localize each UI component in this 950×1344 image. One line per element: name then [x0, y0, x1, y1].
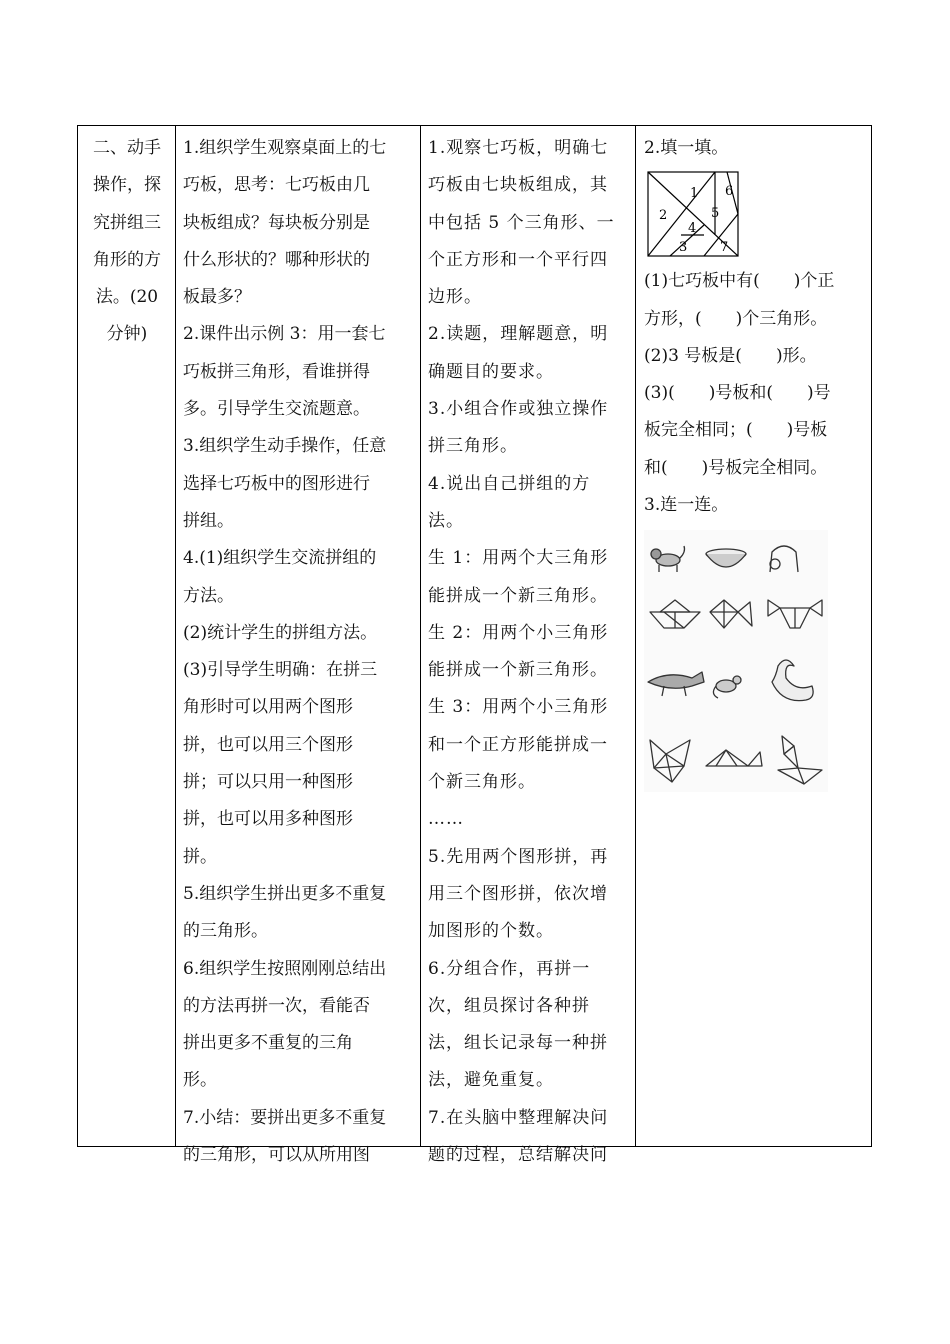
student-activity-column — [428, 130, 638, 1174]
student-line: 能拼成一个新三角形。 — [428, 660, 608, 681]
column-divider — [175, 126, 176, 1146]
teacher-line: (3)引导学生明确：在拼三 — [183, 660, 378, 681]
student-line: 能拼成一个新三角形。 — [428, 585, 608, 606]
student-line: 5.先用两个图形拼，再 — [428, 846, 609, 867]
question-3-line-2: 板完全相同；( )号板 — [644, 420, 828, 441]
question-2: (2)3 号板是( )形。 — [644, 345, 817, 366]
stage-line: 二、动手 — [93, 138, 161, 158]
student-line: 生 2：用两个小三角形 — [428, 622, 609, 643]
student-line: 4.说出自己拼组的方 — [428, 473, 591, 494]
student-line: 法。 — [428, 510, 464, 531]
teacher-line: 角形时可以用两个图形 — [183, 697, 353, 718]
student-line: 巧板由七块板组成，其 — [428, 175, 608, 196]
teacher-line: 拼组。 — [183, 510, 234, 531]
student-line: 生 3：用两个小三角形 — [428, 697, 609, 718]
student-line: 边形。 — [428, 287, 482, 308]
cat-icon — [651, 546, 685, 572]
teacher-line: 拼，也可以用三个图形 — [183, 734, 353, 755]
tangram-label: 3 — [679, 240, 688, 256]
student-line: 1.观察七巧板，明确七 — [428, 138, 609, 158]
teacher-line: 板最多？ — [183, 287, 251, 308]
teacher-line: 巧板拼三角形，看谁拼得 — [183, 361, 370, 382]
teacher-line: 1.组织学生观察桌面上的七 — [183, 138, 387, 158]
stage-line: 究拼组三 — [93, 212, 161, 233]
exercise-heading-3: 3.连一连。 — [644, 495, 729, 516]
student-line: 加图形的个数。 — [428, 921, 554, 942]
teacher-line: 2.课件出示例 3：用一套七 — [183, 324, 386, 345]
mouse-icon — [713, 676, 741, 698]
tangram-person-icon — [710, 600, 752, 628]
teacher-line: 的三角形。 — [183, 921, 268, 942]
stage-line: 操作，探 — [93, 175, 161, 196]
tangram-label: 7 — [720, 240, 729, 256]
stage-line: 角形的方 — [93, 249, 161, 270]
tangram-mouse-icon — [706, 750, 762, 766]
matching-pictures — [644, 530, 828, 792]
tangram-label: 4 — [688, 221, 697, 237]
student-line: 确题目的要求。 — [428, 361, 554, 382]
stage-column — [82, 130, 172, 354]
teacher-line: 形。 — [183, 1070, 217, 1091]
student-line: 2.读题，理解题意，明 — [428, 324, 609, 345]
student-line: …… — [428, 809, 464, 830]
column-divider — [420, 126, 421, 1146]
tangram-label: 5 — [711, 206, 720, 222]
student-line: 用三个图形拼，依次增 — [428, 883, 608, 904]
teacher-activity-column — [183, 130, 415, 1174]
tangram-label: 1 — [690, 186, 699, 202]
student-line: 拼三角形。 — [428, 436, 518, 457]
lesson-plan-table — [77, 125, 872, 1166]
teacher-line: 4.(1)组织学生交流拼组的 — [183, 548, 377, 569]
tangram-boat-icon — [650, 600, 700, 628]
tangram-swan-icon — [778, 736, 822, 784]
teacher-line: 选择七巧板中的图形进行 — [183, 473, 370, 494]
teacher-line: 的方法再拼一次，看能否 — [183, 995, 370, 1016]
tangram-diagram — [647, 171, 739, 257]
student-line: 3.小组合作或独立操作 — [428, 399, 609, 420]
exercise-column — [644, 130, 866, 792]
stage-line: 分钟) — [106, 324, 148, 345]
question-3-line-3: 和( )号板完全相同。 — [644, 457, 828, 478]
tangram-label: 2 — [659, 208, 668, 224]
swan-icon — [772, 660, 813, 701]
student-line: 中包括 5 个三角形、一 — [428, 212, 615, 233]
student-line: 法，避免重复。 — [428, 1070, 554, 1091]
person-bending-icon — [770, 546, 798, 572]
teacher-line: 巧板，思考：七巧板由几 — [183, 175, 370, 196]
tangram-fox-icon — [650, 740, 690, 782]
student-line: 7.在头脑中整理解决问 — [428, 1107, 609, 1128]
question-1-line-2: 方形，( )个三角形。 — [644, 308, 828, 329]
teacher-line: (2)统计学生的拼组方法。 — [183, 622, 378, 643]
teacher-line: 拼。 — [183, 846, 217, 867]
student-line: 法，组长记录每一种拼 — [428, 1033, 608, 1054]
tangram-label: 6 — [725, 184, 734, 200]
teacher-line: 拼，也可以用多种图形 — [183, 809, 353, 830]
student-line: 题的过程，总结解决问 — [428, 1145, 608, 1166]
fox-icon — [648, 672, 704, 696]
student-line: 个正方形和一个平行四 — [428, 249, 608, 270]
bowl-icon — [706, 549, 746, 567]
student-line: 生 1：用两个大三角形 — [428, 548, 609, 569]
teacher-line: 3.组织学生动手操作，任意 — [183, 436, 387, 457]
teacher-line: 5.组织学生拼出更多不重复 — [183, 883, 387, 904]
tangram-cat-icon — [768, 600, 822, 628]
teacher-line: 6.组织学生按照刚刚总结出 — [183, 958, 387, 979]
student-line: 个新三角形。 — [428, 772, 536, 793]
teacher-line: 什么形状的？哪种形状的 — [183, 249, 370, 270]
question-1-line-1: (1)七巧板中有( )个正 — [644, 271, 835, 292]
teacher-line: 拼；可以只用一种图形 — [183, 772, 353, 793]
stage-line: 法。(20 — [95, 287, 159, 308]
teacher-line: 7.小结：要拼出更多不重复 — [183, 1107, 387, 1128]
teacher-line: 块板组成？每块板分别是 — [183, 212, 370, 233]
student-line: 和一个正方形能拼成一 — [428, 734, 608, 755]
student-line: 次，组员探讨各种拼 — [428, 995, 590, 1016]
teacher-line: 拼出更多不重复的三角 — [183, 1033, 353, 1054]
teacher-line: 的三角形，可以从所用图 — [183, 1145, 370, 1166]
question-3-line-1: (3)( )号板和( )号 — [644, 383, 831, 404]
teacher-line: 方法。 — [183, 585, 234, 606]
student-line: 6.分组合作，再拼一 — [428, 958, 591, 979]
teacher-line: 多。引导学生交流题意。 — [183, 399, 370, 420]
exercise-heading: 2.填一填。 — [644, 138, 729, 158]
